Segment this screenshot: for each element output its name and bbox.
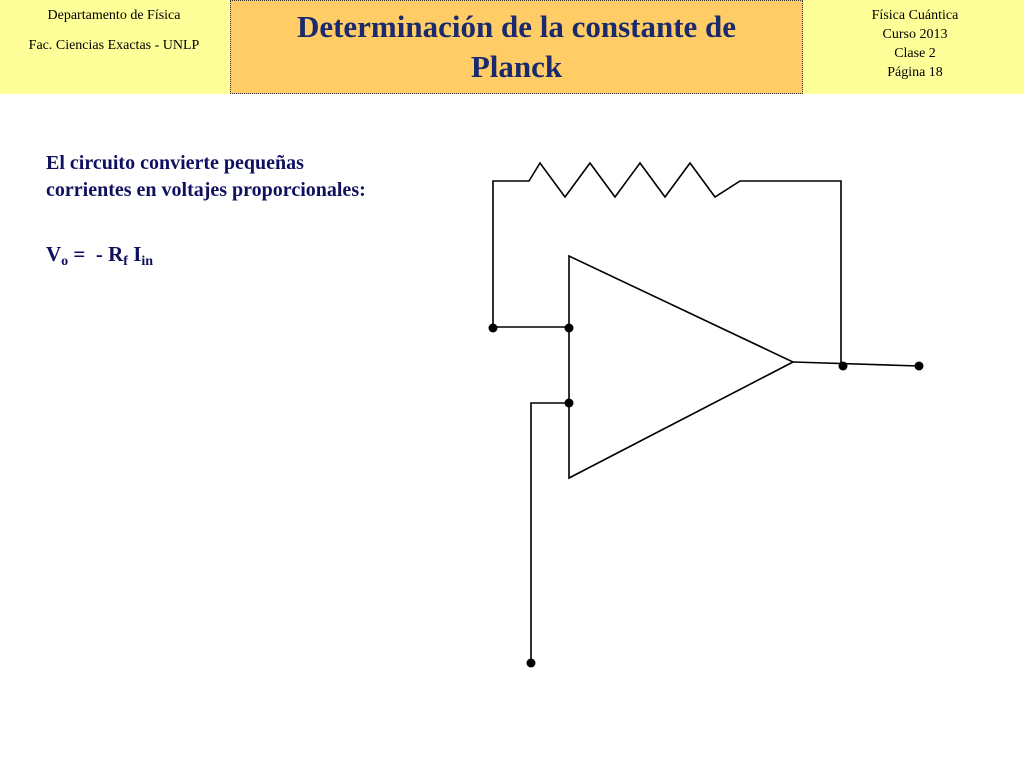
- non-inverting-input-wire: [531, 403, 569, 664]
- output-node: [839, 362, 848, 371]
- description-line-1: El circuito convierte pequeñas: [46, 152, 304, 174]
- output-terminal: [915, 362, 924, 371]
- formula-r-sub: f: [123, 254, 128, 269]
- formula-i: I: [133, 242, 142, 266]
- formula-i-sub: in: [141, 254, 154, 269]
- op-amp: [569, 256, 793, 478]
- ground-terminal: [527, 659, 536, 668]
- input-terminal: [489, 324, 498, 333]
- course-year: Curso 2013: [882, 27, 948, 42]
- class-number: Clase 2: [894, 46, 936, 61]
- inverting-node: [565, 324, 574, 333]
- formula-v-sub: o: [61, 254, 69, 269]
- course-name: Física Cuántica: [871, 8, 959, 23]
- formula-eq: = - R: [68, 242, 124, 266]
- output-wire: [793, 362, 919, 366]
- formula-v: V: [46, 242, 62, 266]
- non-inverting-node: [565, 399, 574, 408]
- faculty-name: Fac. Ciencias Exactas - UNLP: [28, 38, 200, 53]
- feedback-resistor: [493, 163, 841, 366]
- description-line-2: corrientes en voltajes proporcionales:: [46, 179, 366, 201]
- page-title: Determinación de la constante de Planck: [296, 9, 737, 84]
- page-number: Página 18: [887, 65, 943, 80]
- department-name: Departamento de Física: [47, 8, 181, 23]
